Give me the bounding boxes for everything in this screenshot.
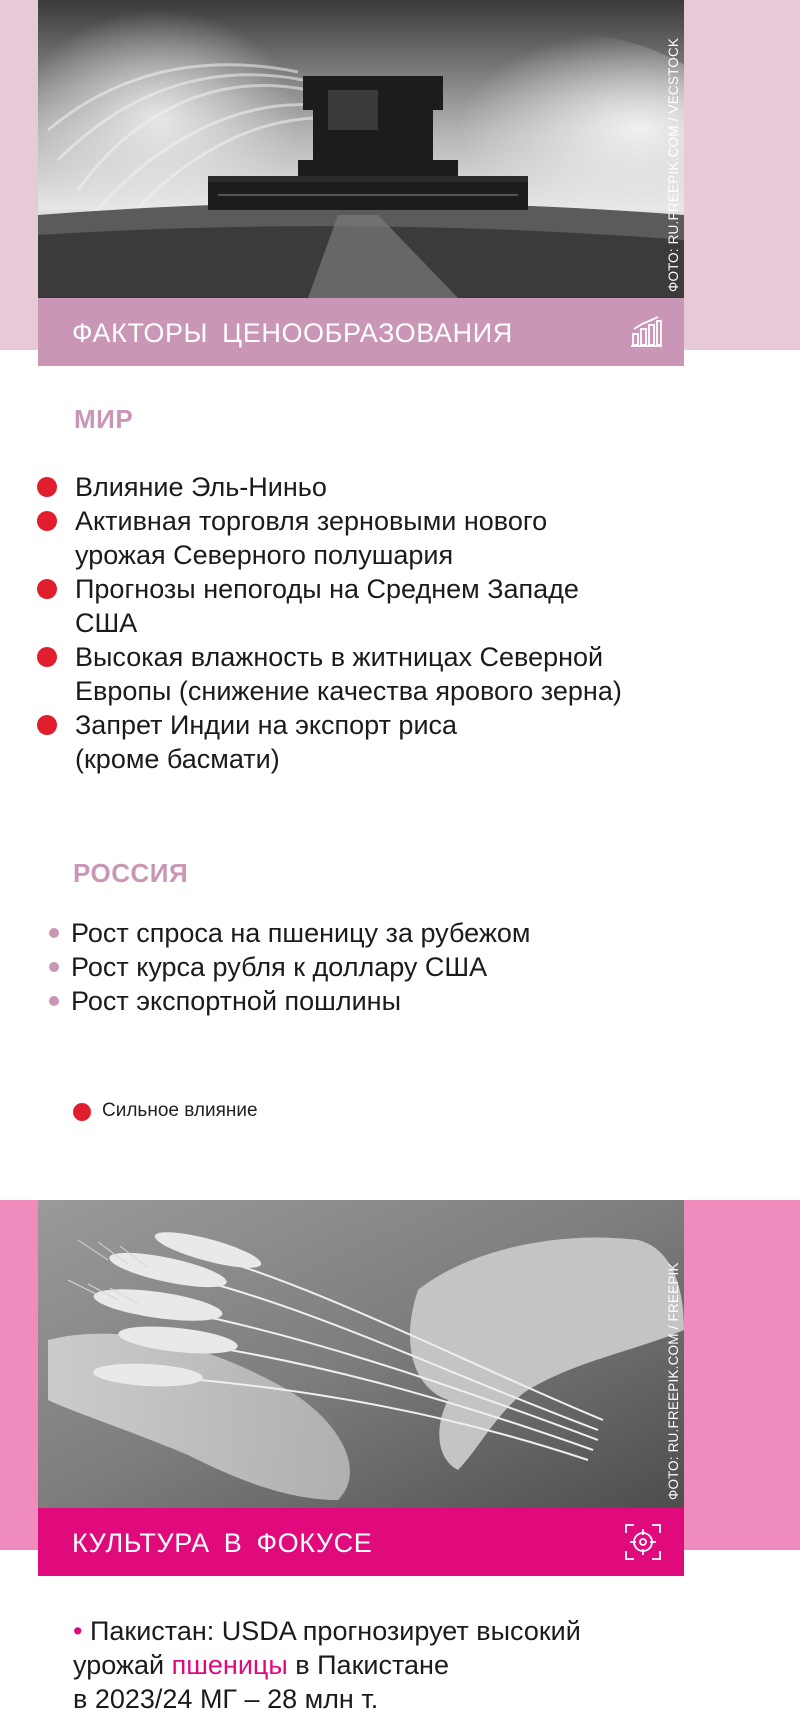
- world-heading: МИР: [74, 404, 134, 434]
- list-item-line: Прогнозы непогоды на Среднем Западе: [75, 574, 579, 604]
- list-item-line: Активная торговля зерновыми нового: [75, 506, 548, 536]
- russia-factors-list: [71, 916, 771, 1018]
- strong-impact-dot: [37, 511, 57, 531]
- bar-chart-icon: [630, 316, 662, 348]
- hands-with-wheat-photo: [38, 1200, 684, 1508]
- list-item: [75, 470, 775, 504]
- section-title-bar: [38, 298, 684, 366]
- list-item: [75, 640, 775, 708]
- list-item-line: Высокая влажность в житницах Северной: [75, 642, 604, 672]
- list-item-line: Рост спроса на пшеницу за рубежом: [71, 918, 531, 948]
- list-item-line: Рост курса рубля к доллару США: [71, 952, 488, 982]
- list-item: [75, 572, 775, 640]
- strong-impact-dot: [37, 579, 57, 599]
- list-item-line: (кроме басмати): [75, 744, 280, 774]
- section-title-bar: [38, 1508, 684, 1576]
- weak-impact-dot: [49, 996, 59, 1006]
- list-item: [71, 950, 771, 984]
- text-line: в Пакистане: [295, 1650, 449, 1680]
- list-item: [71, 916, 771, 950]
- list-item: [75, 708, 775, 776]
- legend-label: Сильное влияние: [102, 1100, 258, 1121]
- weak-impact-dot: [49, 928, 59, 938]
- list-item-line: Европы (снижение качества ярового зерна): [75, 676, 622, 706]
- list-item-line: Запрет Индии на экспорт риса: [75, 710, 458, 740]
- list-item: [75, 504, 775, 572]
- list-item-line: США: [75, 608, 138, 638]
- highlighted-crop-word: пшеницы: [171, 1650, 288, 1680]
- list-item-line: Влияние Эль-Ниньо: [75, 472, 327, 502]
- photo-credit: ФОТО: RU.FREEPIK.COM / FREEPIK: [666, 1262, 681, 1500]
- combine-harvester-photo: [38, 0, 684, 298]
- section-title: КУЛЬТУРА В ФОКУСЕ: [72, 1528, 373, 1558]
- strong-impact-dot: [37, 715, 57, 735]
- list-item-line: урожая Северного полушария: [75, 540, 454, 570]
- text-line: Пакистан: USDA прогнозирует высокий: [89, 1616, 581, 1646]
- russia-heading: РОССИЯ: [73, 858, 189, 888]
- strong-impact-dot: [37, 477, 57, 497]
- list-item: [71, 984, 771, 1018]
- strong-impact-dot: [37, 647, 57, 667]
- combine-harvester-illustration: [38, 0, 684, 298]
- weak-impact-dot: [49, 962, 59, 972]
- bullet-dot: •: [73, 1616, 83, 1646]
- text-line: урожай: [73, 1650, 165, 1680]
- crop-focus-text: [73, 1614, 733, 1716]
- list-item-line: Рост экспортной пошлины: [71, 986, 401, 1016]
- photo-credit: ФОТО: RU.FREEPIK.COM / VECSTOCK: [666, 37, 681, 292]
- hands-with-wheat-illustration: [38, 1200, 684, 1508]
- legend-strong-impact-dot: [73, 1103, 91, 1121]
- section-title: ФАКТОРЫ ЦЕНООБРАЗОВАНИЯ: [72, 318, 513, 348]
- text-line: в 2023/24 МГ – 28 млн т.: [73, 1684, 379, 1714]
- world-factors-list: [75, 470, 775, 776]
- target-icon: [624, 1523, 662, 1561]
